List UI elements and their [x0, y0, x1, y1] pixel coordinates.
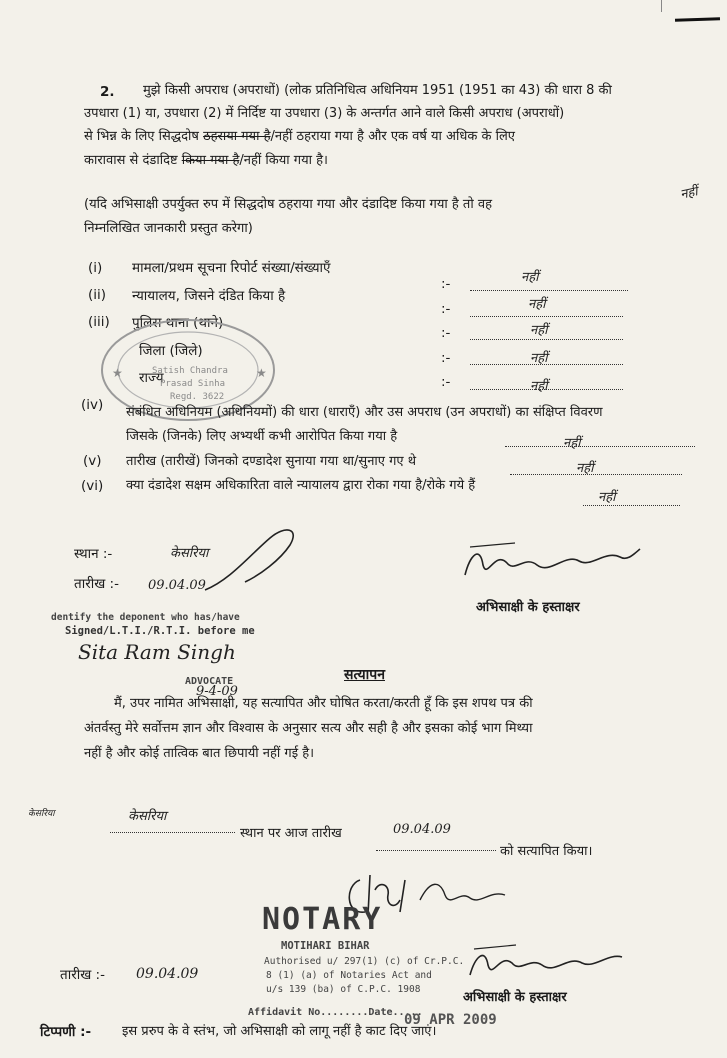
item-ii-label: न्यायालय, जिसने दंडित किया है [132, 288, 286, 304]
item-2-line-3 [84, 129, 515, 145]
item-v-number: (v) [83, 453, 102, 469]
place-label: स्थान :- [74, 546, 113, 562]
notary-district: MOTIHARI BIHAR [281, 940, 370, 952]
state-answer: नहीं [530, 379, 548, 394]
scan-edge-line [661, 0, 662, 12]
identify-advocate-name: Sita Ram Singh [78, 640, 236, 664]
item-v-dots [510, 474, 682, 475]
svg-text:★: ★ [256, 366, 267, 380]
verification-line-1: मैं, उपर नामित अभिसाक्षी, यह सत्यापित और घोषित करता/करती हूँ कि इस शपथ पत्र की [114, 696, 533, 711]
item-i-number: (i) [88, 260, 103, 276]
verification-line-2: अंतर्वस्तु मेरे सर्वोत्तम ज्ञान और विश्वास के अनुसार सत्य और सही है और इसका कोई भाग मिथ्या [84, 721, 533, 736]
place-value: केसरिया [170, 546, 209, 561]
state-label: राज्य [139, 370, 164, 386]
verification-date-dots [376, 850, 496, 851]
seal-line-3: Regd. 3622 [170, 392, 225, 402]
item-v-label: तारीख (तारीखें) जिनको दण्डादेश सुनाया गया था/सुनाए गए थे [126, 454, 417, 469]
verification-place-dots [110, 832, 235, 833]
item-2-line-4-struck: किया गया है [181, 153, 240, 168]
item-i-dots [470, 290, 628, 291]
item-ii-dots [470, 316, 623, 317]
item-2-line-2: उपधारा (1) या, उपधारा (2) में निर्दिष्ट या उपधारा (3) के अन्तर्गत आने वाले किसी अपराध (अपराधों) [84, 106, 565, 121]
deponent-signature-2 [460, 935, 630, 990]
footer-date-label: तारीख :- [60, 967, 105, 983]
district-label: जिला (जिले) [139, 343, 203, 359]
handwritten-nahi-top: नहीं [678, 184, 700, 203]
deponent-signature-label-1: अभिसाक्षी के हस्ताक्षर [476, 600, 580, 615]
pen-scribble [200, 520, 310, 600]
item-iv-line-2: जिसके (जिनके) लिए अभ्यर्थी कभी आरोपित किया गया है [126, 429, 398, 444]
item-2-line-4-a: कारावास से दंडादिष्ट [84, 153, 178, 168]
verification-end-text: को सत्यापित किया। [500, 844, 593, 859]
verification-title: सत्यापन [344, 667, 385, 683]
item-i-colon: :- [441, 276, 451, 292]
item-vi-answer: नहीं [598, 490, 616, 505]
item-ii-colon: :- [441, 301, 451, 317]
item-iii-dots [470, 339, 623, 340]
item-2-line-1: मुझे किसी अपराध (अपराधों) (लोक प्रतिनिधित्व अधिनियम 1951 (1951 का 43) की धारा 8 की [143, 83, 612, 98]
verification-place-prefix: केसरिया [28, 809, 55, 819]
notary-line-3: u/s 139 (ba) of C.P.C. 1908 [266, 984, 421, 995]
item-v-answer: नहीं [576, 461, 594, 476]
item-vi-dots [583, 505, 680, 506]
item-iii-number: (iii) [88, 314, 110, 330]
verification-place-value: केसरिया [128, 809, 167, 824]
seal-line-1: Satish Chandra [152, 366, 228, 376]
item-ii-number: (ii) [88, 287, 107, 303]
deponent-signature-label-2: अभिसाक्षी के हस्ताक्षर [463, 990, 567, 1005]
district-colon: :- [441, 350, 451, 366]
date-value: 09.04.09 [148, 578, 206, 593]
item-vi-number: (vi) [81, 478, 104, 494]
item-iv-line-1: संबंधित अधिनियम (अधिनियमों) की धारा (धाराएँ) और उस अपराध (उन अपराधों) का संक्षिप्त विवरण [126, 405, 603, 420]
item-i-label: मामला/प्रथम सूचना रिपोर्ट संख्या/संख्याएँ [132, 260, 331, 276]
item-iii-label: पुलिस थाना (थाने) [132, 315, 224, 331]
item-iv-number: (iv) [81, 397, 104, 413]
item-2-line-4-b: /नहीं किया गया है। [239, 153, 328, 168]
svg-text:★: ★ [112, 366, 123, 380]
item-iii-colon: :- [441, 325, 451, 341]
state-colon: :- [441, 374, 451, 390]
scan-edge-mark [675, 17, 720, 22]
verification-date-value: 09.04.09 [393, 822, 451, 837]
item-iv-dots [505, 446, 695, 447]
notary-date: 09 APR 2009 [404, 1012, 497, 1028]
footer-date-value: 09.04.09 [136, 966, 199, 982]
identify-advocate-title: ADVOCATE [185, 676, 234, 687]
item-vi-label: क्या दंडादेश सक्षम अधिकारिता वाले न्यायालय द्वारा रोका गया है/रोके गये हैं [126, 478, 476, 493]
item-ii-answer: नहीं [528, 297, 546, 312]
item-i-answer: नहीं [521, 270, 539, 285]
seal-line-2: Prasad Sinha [160, 379, 226, 389]
item-2-number: 2. [100, 84, 115, 100]
item-2-line-3-struck: ठहराया गया है [203, 129, 271, 144]
item-2-line-3-b: /नहीं ठहराया गया है और एक वर्ष या अधिक के लिए [270, 129, 515, 144]
item-2-line-3-a: से भिन्न के लिए सिद्धदोष [84, 129, 199, 144]
identify-line-2: Signed/L.T.I./R.T.I. before me [65, 625, 255, 637]
identify-line-1: dentify the deponent who has/have [51, 612, 240, 623]
footer-note-text: इस प्ररुप के वे स्तंभ, जो अभिसाक्षी को लागू नहीं है काट दिए जाएं। [122, 1024, 437, 1039]
footer-note-label: टिप्पणी :- [40, 1024, 92, 1040]
date-label: तारीख :- [74, 576, 119, 592]
verification-line-3: नहीं है और कोई तात्विक बात छिपायी नहीं गई है। [84, 746, 315, 761]
item-2-line-4 [84, 153, 328, 169]
notary-affidavit-no: Affidavit No........Date..... [248, 1007, 423, 1018]
item-2-note-line-2: निम्नलिखित जानकारी प्रस्तुत करेगा) [84, 221, 253, 236]
identify-date: 9-4-09 [196, 684, 238, 699]
notary-title: NOTARY [262, 902, 383, 937]
verification-mid-text: स्थान पर आज तारीख [240, 826, 342, 841]
item-iv-answer: नहीं [563, 436, 581, 451]
deponent-signature-1 [455, 535, 645, 590]
district-answer: नहीं [530, 351, 548, 366]
item-2-note-line-1: (यदि अभिसाक्षी उपर्युक्त रुप में सिद्धदोष ठहराया गया और दंडादिष्ट किया गया है तो वह [84, 197, 492, 212]
notary-line-1: Authorised u/ 297(1) (c) of Cr.P.C. [264, 956, 465, 967]
notary-line-2: 8 (1) (a) of Notaries Act and [266, 970, 432, 981]
item-iii-answer: नहीं [530, 323, 548, 338]
